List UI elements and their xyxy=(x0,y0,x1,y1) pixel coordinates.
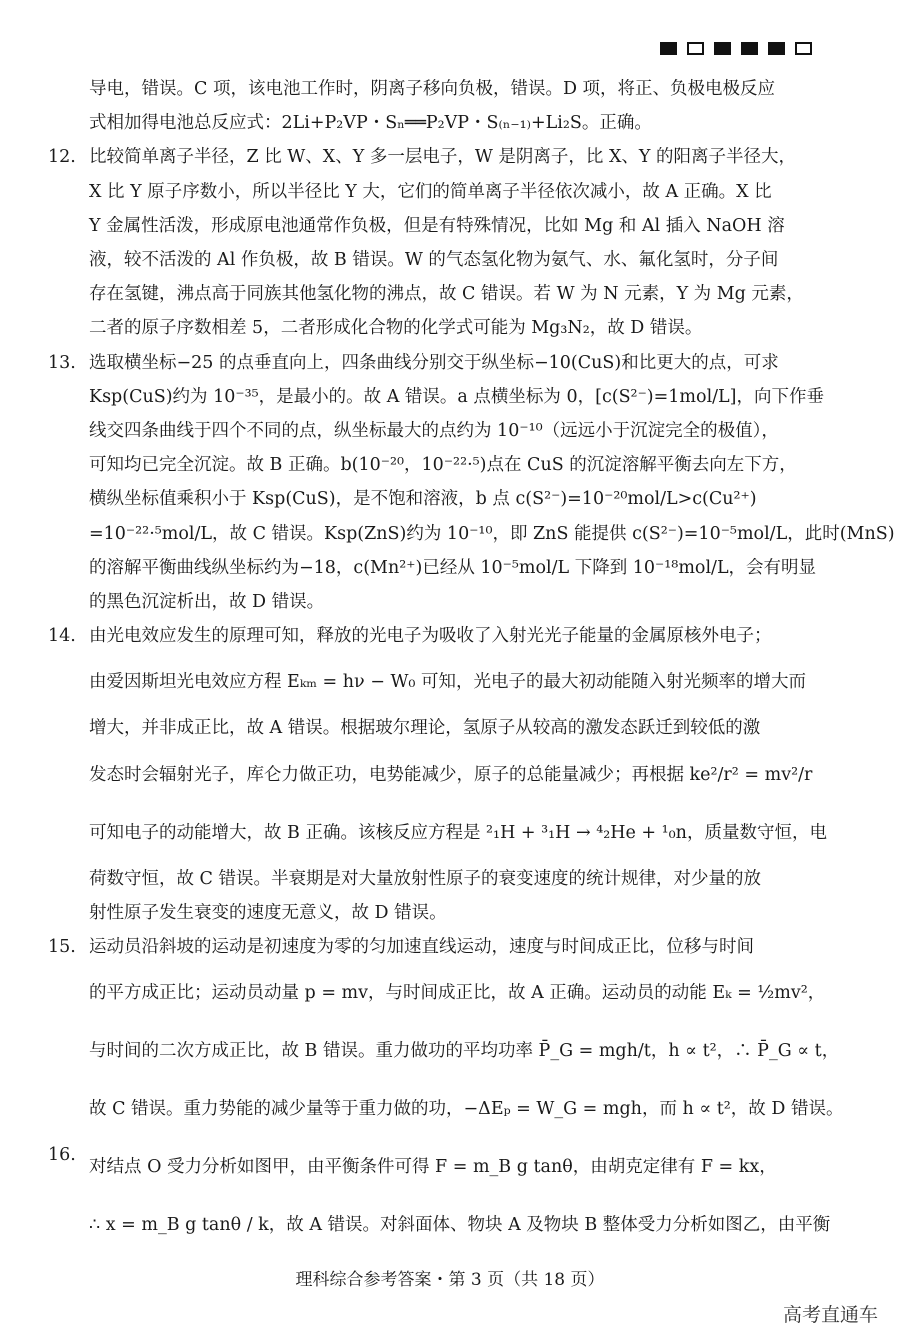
answer-item-13 xyxy=(48,346,895,620)
page-marker-squares xyxy=(660,42,812,55)
text-line: 可知电子的动能增大，故 B 正确。该核反应方程是 ²₁H + ³₁H → ⁴₂He + ¹₀n，质量数守恒，电 xyxy=(89,822,827,843)
text-line: ∴ x = m_B g tanθ / k，故 A 错误。对斜面体、物块 A 及物块 B 整体受力分析如图乙，由平衡 xyxy=(89,1215,831,1236)
item-number: 14. xyxy=(48,626,76,647)
continued-paragraph xyxy=(48,72,818,140)
item-number: 15. xyxy=(48,937,76,958)
item-number: 16. xyxy=(48,1145,76,1166)
text-line: 可知均已完全沉淀。故 B 正确。b(10⁻²⁰，10⁻²²·⁵)点在 CuS 的沉淀溶解平衡去向左下方， xyxy=(89,455,797,476)
answer-item-16 xyxy=(48,1138,831,1254)
text-line: Y 金属性活泼，形成原电池通常作负极，但是有特殊情况，比如 Mg 和 Al 插入 NaOH 溶 xyxy=(89,215,785,236)
text-line: Ksp(CuS)约为 10⁻³⁵，是最小的。故 A 错误。a 点横坐标为 0，[c(S²⁻)=1mol/L]，向下作垂 xyxy=(89,386,825,407)
marker-square-empty xyxy=(795,42,812,55)
text-line: 增大，并非成正比，故 A 错误。根据玻尔理论，氢原子从较高的激发态跃迁到较低的激 xyxy=(89,718,761,739)
text-line: 存在氢键，沸点高于同族其他氢化物的沸点，故 C 错误。若 W 为 N 元素，Y 为 Mg 元素， xyxy=(89,284,804,305)
brand-watermark: 高考直通车 xyxy=(782,1304,878,1326)
answer-item-15 xyxy=(48,930,844,1138)
text-line: 运动员沿斜坡的运动是初速度为零的匀加速直线运动，速度与时间成正比，位移与时间 xyxy=(89,937,754,958)
marker-square-filled xyxy=(660,42,677,55)
text-line: 横纵坐标值乘积小于 Ksp(CuS)，是不饱和溶液，b 点 c(S²⁻)=10⁻²⁰mol/L>c(Cu²⁺) xyxy=(89,489,757,510)
text-line: 比较简单离子半径，Z 比 W、X、Y 多一层电子，W 是阴离子，比 X、Y 的阳离子半径大， xyxy=(89,147,797,168)
answer-item-14 xyxy=(48,619,827,930)
text-line: 射性原子发生衰变的速度无意义，故 D 错误。 xyxy=(89,902,447,923)
text-line: 的平方成正比；运动员动量 p = mv，与时间成正比，故 A 正确。运动员的动能 Eₖ = ½mv²， xyxy=(89,983,826,1004)
text-line: 荷数守恒，故 C 错误。半衰期是对大量放射性原子的衰变速度的统计规律，对少量的放 xyxy=(89,868,762,889)
marker-square-filled xyxy=(768,42,785,55)
item-number: 13. xyxy=(48,352,76,373)
text-line: 线交四条曲线于四个不同的点，纵坐标最大的点约为 10⁻¹⁰（远远小于沉淀完全的极值）， xyxy=(89,421,779,442)
text-line: 对结点 O 受力分析如图甲，由平衡条件可得 F = m_B g tanθ，由胡克定律有 F = kx， xyxy=(89,1157,777,1178)
text-line: 由爱因斯坦光电效应方程 Eₖₘ = hν − W₀ 可知，光电子的最大初动能随入射光频率的增大而 xyxy=(89,672,807,693)
text-line: 二者的原子序数相差 5，二者形成化合物的化学式可能为 Mg₃N₂，故 D 错误。 xyxy=(89,318,703,339)
marker-square-filled xyxy=(714,42,731,55)
item-number: 12. xyxy=(48,147,76,168)
text-line: 选取横坐标−25 的点垂直向上，四条曲线分别交于纵坐标−10(CuS)和比更大的点，可求 xyxy=(89,352,779,373)
page-footer: 理科综合参考答案・第 3 页（共 18 页） xyxy=(295,1270,605,1290)
marker-square-filled xyxy=(741,42,758,55)
text-line: 由光电效应发生的原理可知，释放的光电子为吸收了入射光光子能量的金属原核外电子； xyxy=(89,626,772,647)
text-line: 与时间的二次方成正比，故 B 错误。重力做功的平均功率 P̄_G = mgh/t，h ∝ t²，∴ P̄_G ∝ t， xyxy=(89,1041,840,1062)
text-line: 发态时会辐射光子，库仑力做正功，电势能减少，原子的总能量减少；再根据 ke²/r² = mv²/r xyxy=(89,764,813,785)
text-line: X 比 Y 原子序数小，所以半径比 Y 大，它们的简单离子半径依次减小，故 A 正确。X 比 xyxy=(89,181,772,202)
text-line: =10⁻²²·⁵mol/L，故 C 错误。Ksp(ZnS)约为 10⁻¹⁰，即 ZnS 能提供 c(S²⁻)=10⁻⁵mol/L，此时(MnS) xyxy=(89,523,895,544)
text-line: 的溶解平衡曲线纵坐标约为−18，c(Mn²⁺)已经从 10⁻⁵mol/L 下降到 10⁻¹⁸mol/L，会有明显 xyxy=(89,557,817,578)
text-line: 导电，错误。C 项，该电池工作时，阴离子移向负极，错误。D 项，将正、负极电极反应 xyxy=(89,79,776,99)
text-line: 液，较不活泼的 Al 作负极，故 B 错误。W 的气态氢化物为氨气、水、氟化氢时，分子间 xyxy=(89,250,779,271)
marker-square-empty xyxy=(687,42,704,55)
answer-content xyxy=(48,72,895,1254)
text-line: 的黑色沉淀析出，故 D 错误。 xyxy=(89,592,325,613)
text-line: 式相加得电池总反应式：2Li+P₂VP・Sₙ══P₂VP・S₍ₙ₋₁₎+Li₂S。正确。 xyxy=(89,113,652,134)
answer-item-12 xyxy=(48,140,818,345)
text-line: 故 C 错误。重力势能的减少量等于重力做的功，−ΔEₚ = W_G = mgh，而 h ∝ t²，故 D 错误。 xyxy=(89,1099,844,1120)
